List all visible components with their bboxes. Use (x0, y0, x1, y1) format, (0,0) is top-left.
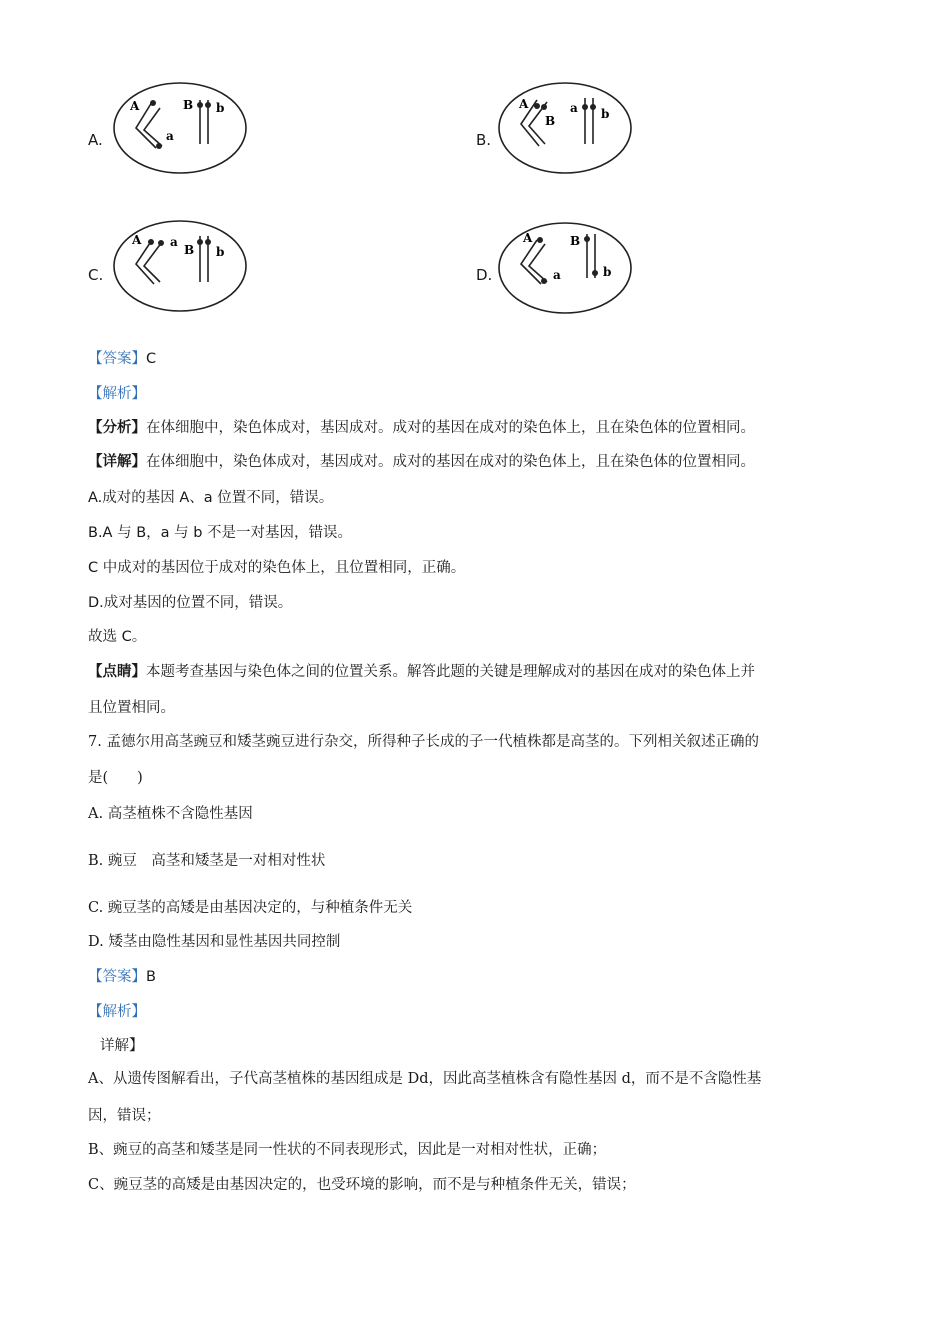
option-a-cell-diagram (112, 78, 250, 178)
q6-line-a: A.成对的基因 A、a 位置不同，错误。 (88, 490, 334, 506)
analysis-text: 在体细胞中，染色体成对，基因成对。成对的基因在成对的染色体上，且在染色体的位置相同。 (146, 420, 755, 436)
option-d-label: D. (476, 266, 493, 284)
option-a-label: A. (88, 131, 103, 149)
q6-analysis (88, 418, 755, 438)
gene-label: a (170, 235, 178, 249)
q6-detail (88, 452, 755, 472)
comment-text: 本题考查基因与染色体之间的位置关系。解答此题的关键是理解成对的基因在成对的染色体上并 (146, 664, 755, 680)
q7-line-a: A、从遗传图解看出，子代高茎植株的基因组成是 Dd，因此高茎植株含有隐性基因 d，而不是不含隐性基 (88, 1071, 762, 1087)
option-d-cell-diagram (497, 218, 635, 318)
gene-label: A (519, 97, 529, 111)
answer-value: B (146, 969, 156, 985)
gene-label: b (603, 265, 612, 279)
q7-option-c: C. 豌豆茎的高矮是由基因决定的，与种植条件无关 (88, 900, 413, 916)
q6-explain-tag: 【解析】 (88, 386, 146, 402)
answer-value: C (146, 351, 157, 367)
gene-label: b (216, 245, 225, 259)
q7-stem: 7. 孟德尔用高茎豌豆和矮茎豌豆进行杂交，所得种子长成的子一代植株都是高茎的。下列相关叙述正确的 (88, 734, 759, 750)
q6-comment-cont: 且位置相同。 (88, 700, 175, 716)
q7-line-b: B、豌豆的高茎和矮茎是同一性状的不同表现形式，因此是一对相对性状，正确； (88, 1142, 607, 1158)
q7-option-a: A. 高茎植株不含隐性基因 (88, 806, 253, 822)
gene-label: A (130, 99, 140, 113)
q7-answer (88, 967, 156, 987)
q7-detail-tag: 详解】 (100, 1038, 144, 1054)
gene-label: A (132, 233, 142, 247)
option-c-label: C. (88, 266, 104, 284)
analysis-tag: 【分析】 (88, 419, 146, 436)
option-b-cell-diagram (497, 80, 635, 180)
option-c-cell-diagram (112, 218, 250, 318)
comment-tag: 【点睛】 (88, 663, 146, 680)
detail-tag: 【详解】 (88, 453, 146, 470)
detail-text: 在体细胞中，染色体成对，基因成对。成对的基因在成对的染色体上，且在染色体的位置相同。 (146, 454, 755, 470)
answer-tag: 【答案】 (88, 969, 146, 985)
q6-line-c: C 中成对的基因位于成对的染色体上，且位置相同，正确。 (88, 560, 466, 576)
gene-label: B (545, 114, 556, 128)
q7-line-a-cont: 因，错误； (88, 1108, 161, 1124)
q7-option-b: B. 豌豆 高茎和矮茎是一对相对性状 (88, 853, 326, 869)
q7-line-c: C、豌豆茎的高矮是由基因决定的，也受环境的影响，而不是与种植条件无关，错误； (88, 1177, 636, 1193)
gene-label: A (523, 231, 533, 245)
option-b-label: B. (476, 131, 492, 149)
gene-label: b (601, 107, 610, 121)
q7-option-d: D. 矮茎由隐性基因和显性基因共同控制 (88, 934, 341, 950)
q6-answer (88, 349, 156, 369)
gene-label: B (570, 234, 581, 248)
gene-label: a (166, 129, 174, 143)
gene-label: b (216, 101, 225, 115)
q6-comment (88, 662, 755, 682)
q6-line-d: D.成对基因的位置不同，错误。 (88, 595, 293, 611)
gene-label: a (553, 268, 561, 282)
gene-label: B (184, 243, 195, 257)
gene-label: B (183, 98, 194, 112)
answer-tag: 【答案】 (88, 351, 146, 367)
q6-line-b: B.A 与 B，a 与 b 不是一对基因，错误。 (88, 525, 353, 541)
gene-label: a (570, 101, 578, 115)
q7-stem-cont: 是( ) (88, 770, 143, 786)
q7-explain-tag: 【解析】 (88, 1004, 146, 1020)
q6-conclusion: 故选 C。 (88, 629, 147, 645)
